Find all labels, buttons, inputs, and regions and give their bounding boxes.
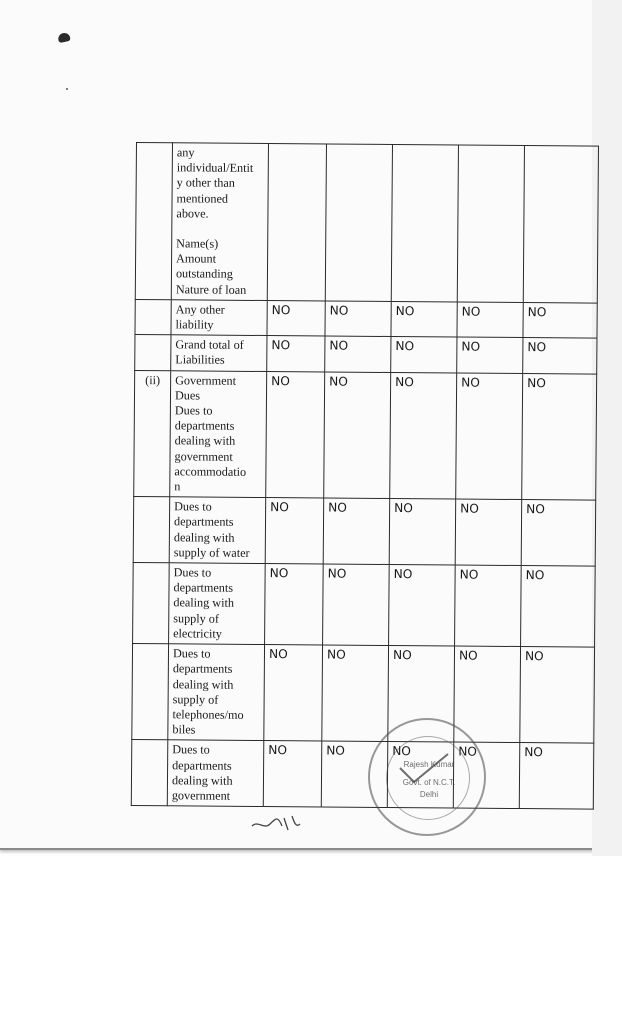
description-line: Dues to: [172, 742, 210, 757]
description-line: above.: [176, 206, 209, 221]
value-cell: NO: [265, 564, 324, 645]
description-line: Nature of loan: [175, 281, 247, 297]
value-cell: NO: [454, 646, 521, 743]
row-description: [171, 300, 267, 336]
value-cell: [267, 144, 326, 301]
value-cell: NO: [391, 337, 457, 373]
table-row: [135, 335, 597, 374]
description-line: Dues: [174, 388, 201, 403]
value-cell: NO: [457, 302, 523, 338]
row-index: [135, 335, 171, 371]
value-cell: NO: [390, 372, 457, 499]
value-cell: NO: [325, 336, 391, 372]
row-index: [133, 497, 170, 563]
description-line: y other than: [176, 175, 235, 191]
description-line: accommodatio: [174, 464, 247, 479]
value-cell: NO: [325, 301, 391, 337]
value-cell: NO: [265, 498, 324, 564]
row-index: (ii): [134, 370, 171, 497]
value-cell: NO: [520, 647, 595, 744]
table-row: [135, 299, 597, 338]
value-cell: NO: [522, 373, 597, 500]
description-line: supply of: [173, 610, 220, 626]
value-cell: [523, 146, 598, 303]
description-line: telephones/mo: [172, 707, 244, 722]
description-line: government: [171, 788, 231, 803]
row-description: [171, 143, 268, 301]
signature-scribble: [248, 808, 308, 838]
description-line: departments: [174, 418, 235, 434]
stamp-line: Govt. of N.C.T.: [402, 778, 456, 787]
description-line: supply of water: [173, 545, 250, 560]
value-cell: NO: [322, 645, 389, 742]
row-description: [171, 335, 267, 371]
row-index: [132, 644, 169, 740]
description-line: liability: [175, 317, 214, 332]
description-line: [176, 221, 263, 237]
value-cell: NO: [324, 372, 391, 499]
value-cell: [325, 144, 392, 301]
value-cell: NO: [457, 337, 523, 373]
description-line: individual/Entit: [176, 160, 254, 176]
row-description: [167, 740, 264, 807]
row-index: [133, 563, 170, 644]
row-description: [169, 497, 266, 564]
value-cell: NO: [523, 338, 597, 374]
value-cell: [457, 145, 524, 302]
paper-speck: [66, 88, 68, 90]
description-line: dealing with: [173, 529, 235, 545]
description-line: Dues to: [172, 646, 211, 661]
description-line: dealing with: [173, 595, 235, 611]
description-line: Name(s): [176, 236, 219, 251]
value-cell: NO: [323, 564, 390, 646]
description-line: biles: [172, 722, 196, 737]
liabilities-table: [131, 142, 599, 810]
value-cell: NO: [519, 743, 594, 809]
description-line: n: [174, 479, 181, 494]
row-description: [168, 644, 265, 741]
value-cell: NO: [455, 565, 522, 647]
stamp-line: Rajesh Kumar: [403, 760, 455, 769]
table-row: [132, 644, 595, 744]
description-line: Dues to: [174, 499, 212, 514]
description-line: dealing with: [172, 676, 234, 692]
value-cell: NO: [267, 336, 325, 372]
description-line: outstanding: [175, 266, 233, 282]
description-line: mentioned: [176, 190, 229, 206]
value-cell: NO: [321, 741, 388, 807]
value-cell: NO: [388, 646, 455, 743]
value-cell: NO: [521, 500, 596, 566]
description-line: departments: [172, 757, 232, 773]
description-line: Liabilities: [175, 352, 225, 368]
description-line: dealing with: [171, 773, 233, 788]
value-cell: NO: [453, 742, 520, 808]
value-cell: NO: [389, 565, 456, 647]
description-line: any: [176, 145, 195, 160]
value-cell: NO: [266, 371, 325, 498]
value-cell: NO: [264, 645, 323, 742]
row-index: [135, 143, 172, 300]
value-cell: NO: [391, 301, 457, 337]
table-row: [133, 497, 596, 566]
row-description: [169, 563, 266, 645]
description-line: Amount: [176, 251, 217, 266]
description-line: supply of: [172, 692, 219, 707]
description-line: Dues to: [173, 565, 212, 580]
value-cell: NO: [267, 300, 325, 336]
description-line: government: [174, 448, 233, 464]
description-line: dealing with: [174, 433, 236, 449]
row-description: [170, 370, 267, 497]
row-index: [131, 740, 168, 806]
stamp-line: Delhi: [419, 790, 439, 799]
description-line: Dues to: [174, 403, 213, 418]
value-cell: NO: [323, 498, 390, 564]
description-line: departments: [173, 580, 234, 596]
value-cell: NO: [263, 741, 322, 807]
table-row: [134, 370, 597, 500]
stamp-tick-mark: [370, 720, 488, 838]
table-row: [131, 740, 594, 809]
table-row: [133, 563, 596, 648]
value-cell: NO: [456, 373, 523, 500]
value-cell: NO: [521, 566, 596, 648]
description-line: Government: [175, 372, 237, 388]
row-index: [135, 299, 171, 335]
description-line: Any other: [175, 302, 225, 317]
notary-stamp: [368, 718, 486, 836]
description-line: electricity: [173, 626, 222, 641]
value-cell: [391, 145, 458, 302]
description-line: Grand total of: [175, 337, 244, 353]
value-cell: NO: [523, 302, 597, 338]
value-cell: NO: [389, 499, 456, 565]
value-cell: NO: [455, 499, 522, 565]
table-row: [135, 143, 598, 303]
description-line: departments: [173, 514, 234, 530]
description-line: departments: [172, 661, 233, 677]
value-cell: NO: [387, 742, 454, 808]
